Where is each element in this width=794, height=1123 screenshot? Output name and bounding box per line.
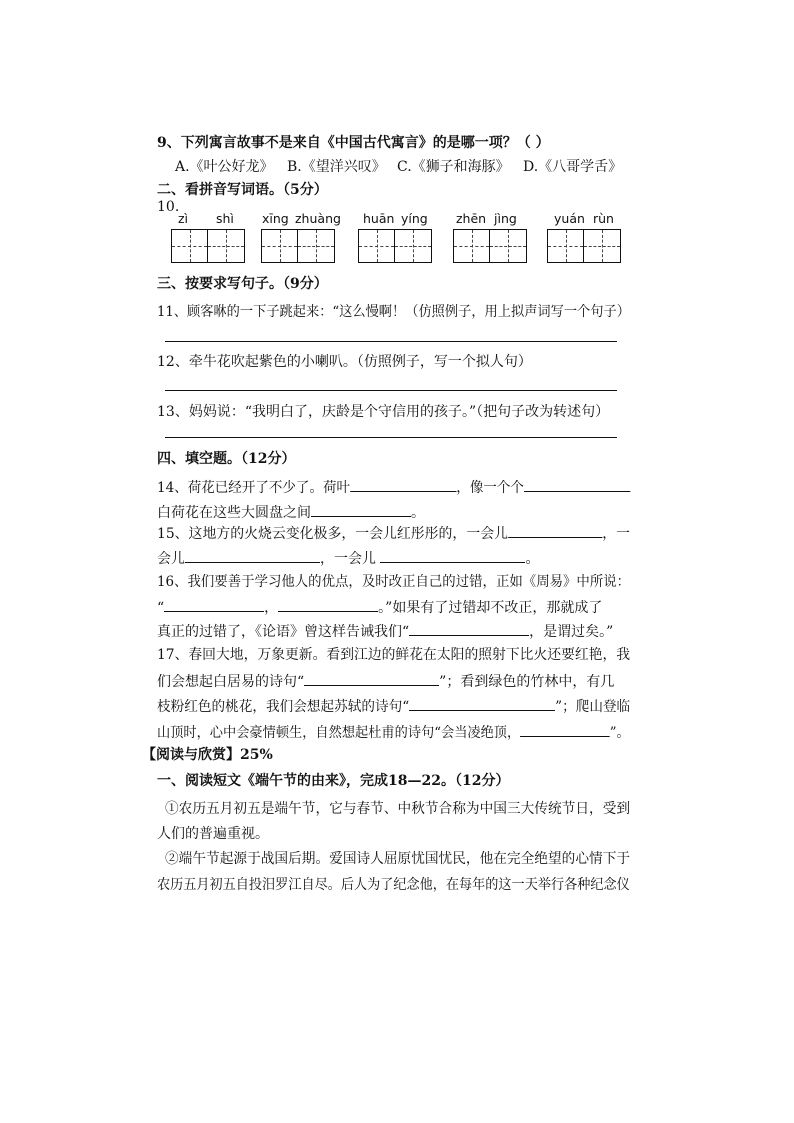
pinyin-grid-5[interactable] [547, 229, 621, 263]
pinyin-3b: yíng [401, 211, 428, 226]
section2-title: 二、看拼音写词语。（5分） [157, 182, 328, 198]
q15-text-e: 。 [525, 551, 540, 567]
pinyin-grid-4[interactable] [453, 229, 527, 263]
q17-text-e: ”；爬山登临 [555, 699, 631, 715]
pinyin-2a: xīng [262, 211, 289, 226]
pinyin-1a: zì [178, 211, 189, 226]
q16-text-e: 真正的过错了，《论语》曾这样告诫我们“ [157, 624, 410, 640]
pinyin-4b: jìng [494, 211, 517, 226]
q15-text-a: 15、这地方的火烧云变化极多，一会儿红彤彤的，一会儿 [157, 526, 508, 542]
q9-option-a[interactable]: A.《叶公好龙》 [175, 159, 274, 175]
q17-blank-2[interactable] [409, 696, 555, 711]
q9-option-c[interactable]: C.《狮子和海豚》 [397, 159, 510, 175]
pinyin-grid-2[interactable] [261, 229, 335, 263]
pinyin-5b: rùn [593, 211, 614, 226]
q15-text-b: ，一 [602, 526, 631, 542]
q14-blank-3[interactable] [311, 502, 411, 517]
q17-text-c: ”；看到绿色的竹林中，有几 [439, 674, 615, 690]
q17-line4 [157, 722, 630, 742]
pinyin-grid-1[interactable] [171, 229, 245, 263]
q17-text-g: ”。 [609, 725, 630, 741]
pinyin-grid-3[interactable] [358, 229, 432, 263]
q16-blank-2[interactable] [278, 597, 378, 612]
q16-text-c: ， [264, 600, 279, 616]
q15-text-c: 会儿 [157, 551, 185, 567]
q16-text-d: 。”如果有了过错却不改正，那就成了 [378, 600, 603, 616]
q16-blank-3[interactable] [409, 621, 529, 636]
q16-line1: 16、我们要善于学习他人的优点，及时改正自己的过错，正如《周易》中所说： [157, 574, 631, 590]
q14-text-c: 白荷花在这些大圆盘之间 [157, 505, 311, 521]
q15-text-d: ，一会儿 [320, 551, 376, 567]
q9-option-b[interactable]: B.《望洋兴叹》 [287, 159, 386, 175]
q14-blank-2[interactable] [524, 477, 630, 492]
q16-text-b: “ [157, 600, 165, 616]
q11-text: 11、顾客咻的一下子跳起来：“这么慢啊！（仿照例子，用上拟声词写一个句子） [157, 304, 630, 320]
pinyin-4a: zhēn [456, 211, 487, 226]
q14-text-b: ，像一个个 [456, 480, 524, 496]
q10-number: 10. [157, 199, 180, 215]
section3-title: 三、按要求写句子。（9分） [157, 276, 328, 292]
reading-subtitle: 一、阅读短文《端午节的由来》，完成18—22。（12分） [157, 773, 510, 789]
q17-text-d: 枝粉红色的桃花，我们会想起苏轼的诗句“ [157, 699, 410, 715]
pinyin-3a: huān [363, 211, 395, 226]
q12-answer-line[interactable] [165, 390, 617, 391]
q17-text-b: 们会想起白居易的诗句“ [157, 674, 305, 690]
reading-p2-line1: ②端午节起源于战国后期。爱国诗人屈原忧国忧民，他在完全绝望的心情下于 [165, 851, 631, 867]
q14-line1 [157, 477, 630, 497]
q16-blank-1[interactable] [164, 597, 264, 612]
q15-blank-1[interactable] [508, 523, 602, 538]
pinyin-5a: yuán [554, 211, 585, 226]
pinyin-2b: zhuàng [295, 211, 341, 226]
pinyin-1b: shì [216, 211, 234, 226]
q14-line2 [157, 502, 425, 522]
q15-line1 [157, 523, 630, 543]
q17-blank-1[interactable] [304, 671, 439, 686]
q17-blank-3[interactable] [520, 722, 610, 737]
q16-line2 [157, 597, 602, 617]
q16-line3 [157, 621, 613, 641]
q14-text-d: 。 [411, 505, 425, 521]
q9-stem: 9、下列寓言故事不是来自《中国古代寓言》的是哪一项？（ ） [157, 135, 550, 151]
q15-blank-2[interactable] [185, 548, 320, 563]
q13-text: 13、妈妈说：“我明白了，庆龄是个守信用的孩子。”（把句子改为转述句） [157, 404, 610, 420]
q15-blank-3[interactable] [380, 548, 525, 563]
q17-text-f: 山顶时，心中会豪情顿生，自然想起杜甫的诗句“会当凌绝顶， [157, 725, 521, 741]
reading-header: 【阅读与欣赏】25% [142, 747, 273, 763]
q14-blank-1[interactable] [350, 477, 456, 492]
q11-answer-line[interactable] [165, 341, 617, 342]
q17-line2 [157, 671, 614, 691]
q9-option-d[interactable]: D.《八哥学舌》 [523, 159, 623, 175]
q12-text: 12、牵牛花吹起紫色的小喇叭。（仿照例子，写一个拟人句） [157, 354, 532, 370]
q17-line3 [157, 696, 630, 716]
q17-line1: 17、春回大地，万象更新。看到江边的鲜花在太阳的照射下比火还要红艳，我 [157, 647, 631, 663]
reading-p2-line2: 农历五月初五自投汨罗江自尽。后人为了纪念他，在每年的这一天举行各种纪念仪 [157, 877, 630, 893]
q14-text-a: 14、荷花已经开了不少了。荷叶 [157, 480, 351, 496]
reading-p1-line1: ①农历五月初五是端午节，它与春节、中秋节合称为中国三大传统节日，受到 [165, 801, 631, 817]
q13-answer-line[interactable] [165, 437, 617, 438]
q16-text-f: ，是谓过矣。” [529, 624, 614, 640]
q15-line2 [157, 548, 539, 568]
reading-p1-line2: 人们的普遍重视。 [157, 826, 269, 842]
section4-title: 四、填空题。（12分） [157, 451, 296, 467]
